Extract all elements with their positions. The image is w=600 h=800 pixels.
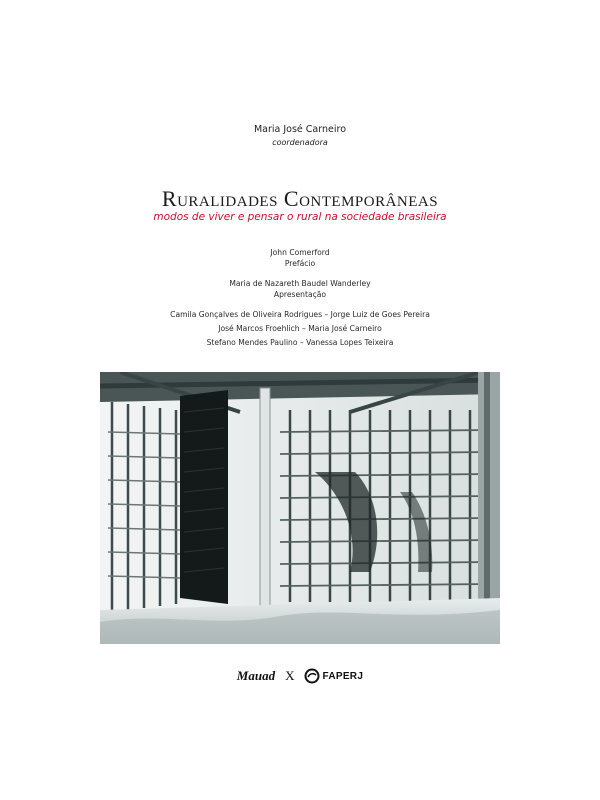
preface-role: Prefácio — [284, 259, 316, 268]
faperj-label: FAPERJ — [322, 670, 364, 682]
preface-author: John Comerford — [270, 248, 330, 257]
authors-line-3: Stefano Mendes Paulino – Vanessa Lopes Teixeira — [206, 338, 394, 347]
editor-name: Maria José Carneiro — [253, 124, 347, 135]
publisher-logos — [0, 664, 600, 688]
mauad-logo: Mauad — [236, 668, 276, 683]
editor-role: coordenadora — [272, 138, 328, 147]
authors-line-1: Camila Gonçalves de Oliveira Rodrigues – Jorge Luiz de Goes Pereira — [170, 310, 430, 319]
presentation-role: Apresentação — [273, 290, 327, 299]
rural-hut-illustration — [100, 372, 500, 644]
book-subtitle: modos de viver e pensar o rural na sociedade brasileira — [153, 211, 447, 223]
faperj-icon — [304, 668, 320, 684]
cover-photo — [100, 372, 500, 644]
presentation-author: Maria de Nazareth Baudel Wanderley — [229, 279, 371, 288]
book-title: Ruralidades Contemporâneas — [161, 186, 439, 211]
publisher-separator: X — [285, 668, 295, 683]
authors-line-2: José Marcos Froehlich – Maria José Carneiro — [218, 324, 382, 333]
faperj-logo — [304, 668, 363, 684]
